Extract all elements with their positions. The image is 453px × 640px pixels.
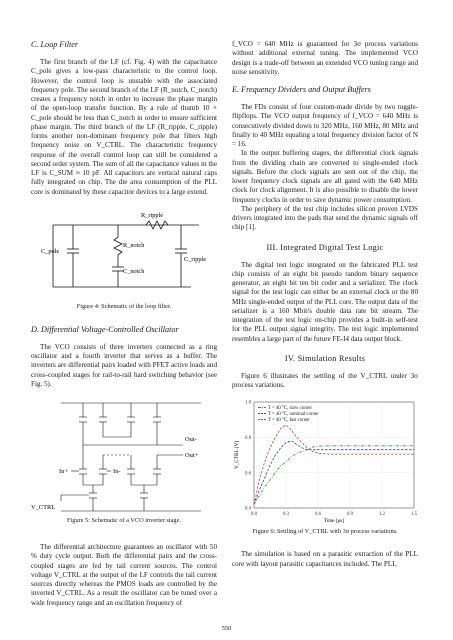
paragraph-loop-filter: The first branch of the LF (cf. Fig. 4) with the capacitance C_pole gives a low-pass characteristic to the control loop. However, the control loop is unstable with the associated frequency pole. The second branch of the LF (R_notch, C_notch) creates a frequency notch in order to increase the phase margin of the open-loop transfer function. By a rule of thumb 10 × C_pole should be less than C_notch in order to ensure sufficient phase margin. The third branch of the LF (R_ripple, C_ripple) forms another non-dominant frequency pole that filters high frequency noise on V_CTRL. The characteristic frequency response of the overall control loop can still be considered a second order system. The sum of all the capacitance values in the LF is C_SUM ≈ 10 pF. All capacitors are vertical natural caps fully integrated on chip. The die area consumption of the PLL core is dominated by these capacitor devices to a large extend. (31, 58, 217, 196)
paragraph-vco: The VCO consists of three inverters connected as a ring oscillator and a fourth inverter that serves as a buffer. The inverters are differential pairs loaded with PFET active loads and cross-coupled stages for rail-to-rail hard switching behavior (see Fig. 5). (31, 342, 217, 388)
label-c-notch: C_notch (123, 267, 145, 275)
x-axis-label: Time [μs] (323, 518, 345, 525)
figure-6-caption: Figure 6: Settling of V_CTRL with 3σ process variations. (252, 528, 398, 536)
right-column (232, 40, 418, 569)
series-line-1 (254, 446, 414, 505)
paragraph-test-logic: The digital test logic integrated on the fabricated PLL test chip consists of an eight bit pseudo random binary sequence generator, an eight bit ten bit coder and a serializer. The clock signal for the test logic can either be an external clock or the 80 MHz single-ended output of the PLL core. The output data of the serializer is a 160 Mbit/s double data rate bit stream. The integration of the test logic on-chip provides a built-in self-test for the PLL output signal integrity. The test logic implemented resembles a large part of the future FE-I4 data output block. (232, 260, 418, 343)
x-tick-label: 1.5 (411, 512, 417, 518)
loop-filter-schematic (31, 203, 217, 303)
paragraph-vco-tail: The differential architecture guarantees an oscillator with 50 % duty cycle output. Both the differential pairs and the cross-coupled stages are fed by tail current sources. The control voltage V_CTRL at the output of the LF controls the tail current sources directly whereas the PMOS loads are controlled by the inverted V_CTRL. As a result the oscillator can be tuned over a wide frequency range and an oscillation frequency of (31, 543, 217, 607)
label-c-pole: C_pole (41, 247, 60, 255)
y-tick-label: 0.4 (245, 506, 251, 512)
paragraph-vco-cont: f_VCO = 640 MHz is guaranteed for 3σ process variations without additional external tuning. The implemented VCO design is a trade-off between an extended VCO tuning range and noise sensitivity. (232, 40, 418, 76)
x-tick-label: 0.3 (283, 512, 289, 518)
x-tick-label: 0.9 (347, 512, 353, 518)
figure-4-caption: Figure 4: Schematic of the loop filter. (76, 302, 172, 310)
vctrl-settling-chart (232, 398, 418, 524)
heading-frequency-dividers: E. Frequency Dividers and Output Buffers (232, 85, 371, 94)
figure-5-vco-inverter (31, 397, 217, 517)
y-tick-label: 1.0 (245, 400, 251, 406)
y-axis-label: V_CTRL [V] (234, 441, 240, 470)
paragraph-sim-tail: The simulation is based on a parasitic extraction of the PLL core with layout parasitic capacitances included. The PLL (232, 550, 418, 568)
x-tick-label: 0.0 (251, 512, 257, 518)
label-in-minus: In- (113, 468, 121, 475)
heading-section-iii: III. Integrated Digital Test Logic (266, 242, 384, 252)
paragraph-fd-2: In the output buffering stages, the differential clock signals from the dividing chain are converted to single-ended clock signals. Before the clock signals are sent out of the chip, the lower frequency clock signals are all gated with the 640 MHz clock for clock alignment. It is also possible to disable the lower frequency clocks in order to save dynamic power consumption. (232, 149, 418, 204)
legend-entry: T = 40 °C, fast corner (268, 418, 310, 424)
legend-entry: T = 40 °C, nominal corner (268, 412, 319, 418)
heading-section-iv: IV. Simulation Results (284, 353, 366, 363)
paragraph-sim-intro: Figure 6 illustrates the settling of the V_CTRL under 3σ process variations. (232, 371, 418, 389)
paragraph-fd-1: The FDs consist of four custom-made divide by two toggle-flipflops. The VCO output frequency of f_VCO = 640 MHz is consecutively divided down to 320 MHz, 160 MHz, 80 MHz and finally to 40 MHz equaling a total frequency division factor of N = 16. (232, 103, 418, 148)
figure-4-loop-filter (31, 203, 217, 303)
label-vctrl: V_CTRL (31, 504, 56, 511)
paragraph-fd-3: The periphery of the test chip includes silicon proven LVDS drivers integrated into the pads that send the dynamic signals off chip [1]. (232, 204, 418, 232)
label-r-ripple: R_ripple (141, 211, 164, 219)
label-in-plus: In+ (59, 468, 68, 475)
figure-5-caption: Figure 5: Schematic of a VCO inverter stage. (67, 517, 181, 524)
y-tick-label: 0.6 (245, 471, 251, 477)
legend-entry: T = 40 °C, slow corner (268, 406, 312, 412)
figure-6-chart (232, 398, 418, 524)
vco-inverter-schematic (31, 397, 217, 517)
heading-vco: D. Differential Voltage-Controlled Oscillator (31, 324, 179, 334)
page-number: 550 (221, 625, 232, 632)
x-tick-label: 0.6 (315, 512, 321, 518)
y-tick-label: 0.8 (245, 436, 251, 442)
heading-loop-filter: C. Loop Filter (31, 40, 79, 49)
series-line-3 (254, 425, 414, 505)
x-tick-label: 1.2 (379, 512, 385, 518)
label-r-notch: R_notch (123, 241, 145, 249)
label-out-plus: Out+ (185, 452, 199, 459)
left-column (31, 40, 217, 608)
label-out-minus: Out- (185, 436, 197, 443)
label-c-ripple: C_ripple (184, 255, 207, 263)
